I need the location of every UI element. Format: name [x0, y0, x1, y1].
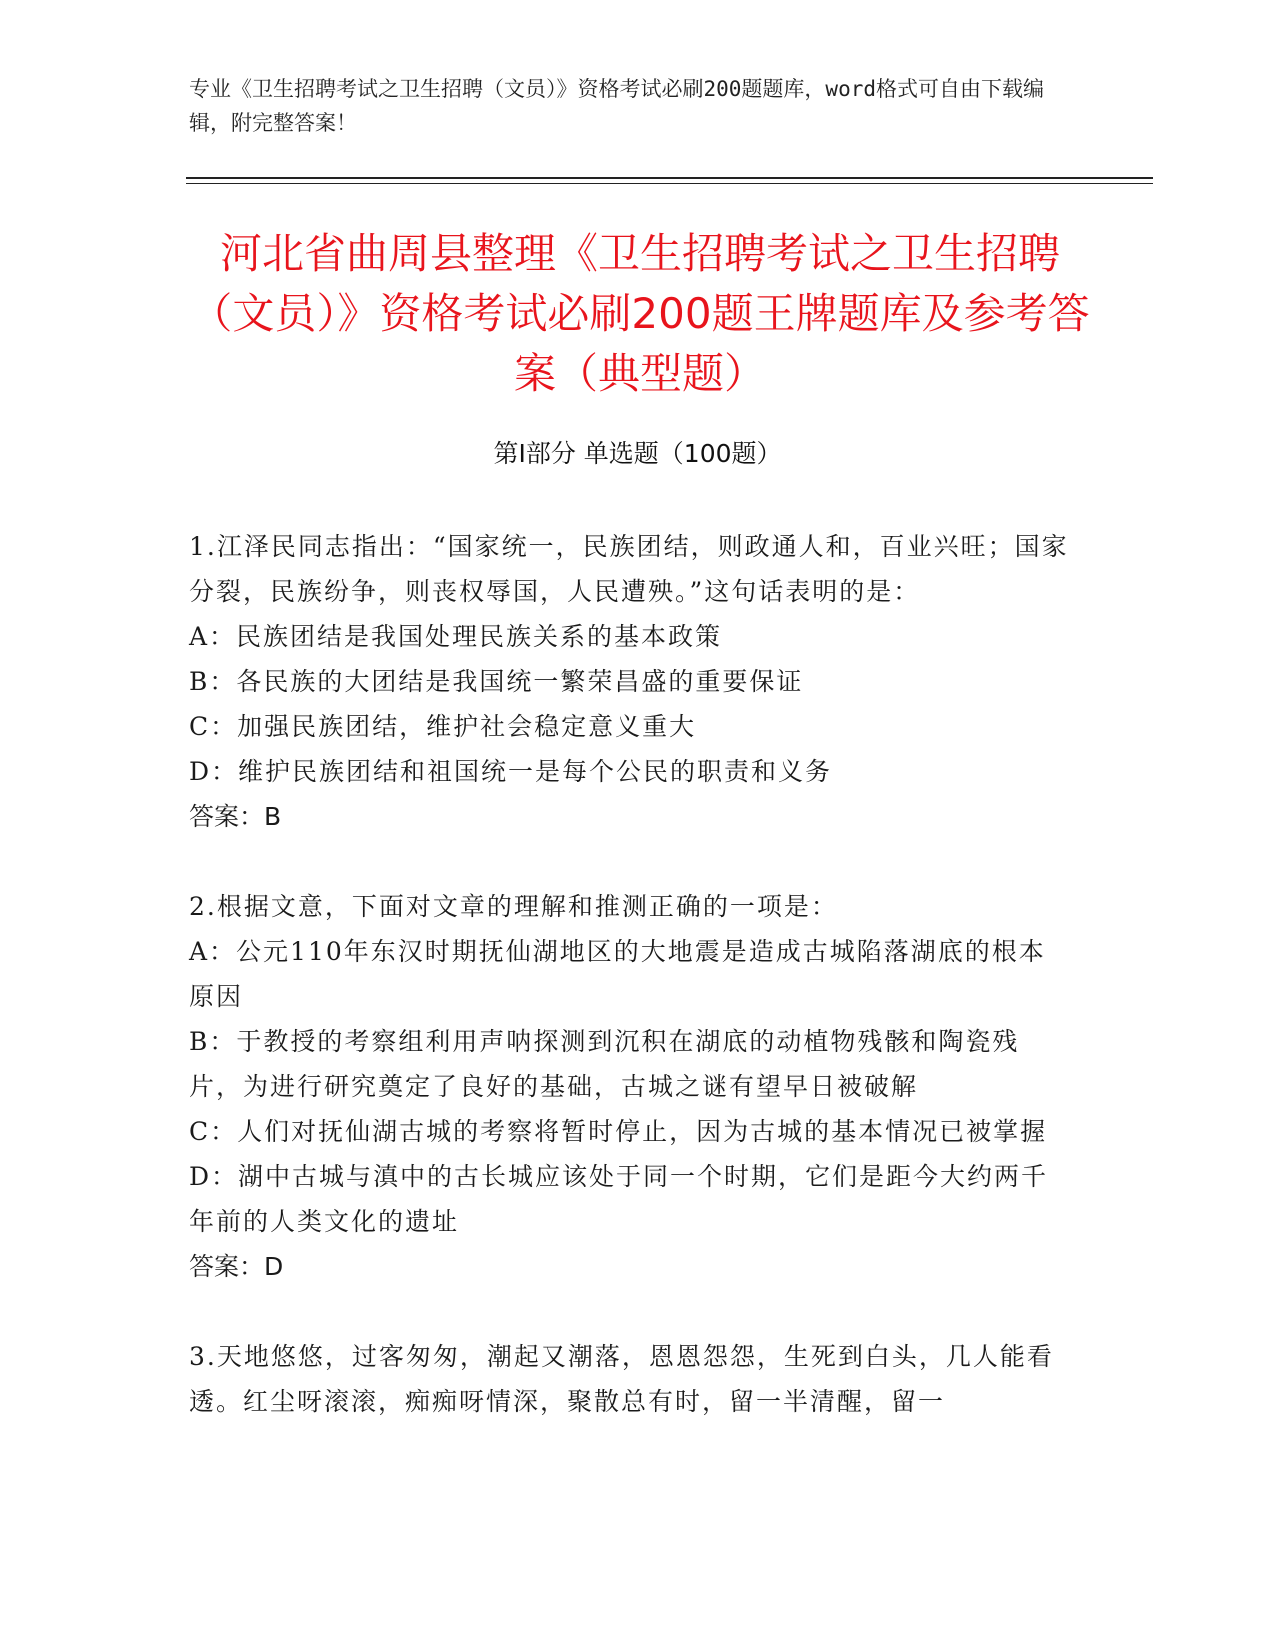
document-title: 河北省曲周县整理《卫生招聘考试之卫生招聘（文员）》资格考试必刷200题王牌题库及参考答案（典型题）	[190, 229, 1090, 398]
question-stem: 1.江泽民同志指出：“国家统一，民族团结，则政通人和，百业兴旺；国家分裂，民族纷争，则丧权辱国，人民遭殃。”这句话表明的是：	[189, 532, 1069, 606]
answer: 答案：D	[189, 1252, 284, 1281]
header-rule-thick	[186, 177, 1153, 179]
header-note: 专业《卫生招聘考试之卫生招聘（文员）》资格考试必刷200题题库，word格式可自由下载编辑，附完整答案！	[189, 77, 1044, 135]
option-c: C：人们对抚仙湖古城的考察将暂时停止，因为古城的基本情况已被掌握	[189, 1117, 1048, 1146]
option-b: B：于教授的考察组利用声呐探测到沉积在湖底的动植物残骸和陶瓷残片，为进行研究奠定了良好的基础，古城之谜有望早日被破解	[189, 1027, 1020, 1101]
question-stem: 2.根据文意，下面对文章的理解和推测正确的一项是：	[189, 892, 838, 921]
header-rule-thin	[186, 183, 1153, 184]
question-stem: 3.天地悠悠，过客匆匆，潮起又潮落，恩恩怨怨，生死到白头，几人能看透。红尘呀滚滚，痴痴呀情深，聚散总有时，留一半清醒，留一	[189, 1342, 1054, 1416]
option-a: A：民族团结是我国处理民族关系的基本政策	[189, 622, 723, 651]
answer: 答案：B	[189, 802, 282, 831]
question-2	[189, 884, 1069, 1289]
section-heading: 第I部分 单选题（100题）	[493, 439, 782, 468]
option-b: B：各民族的大团结是我国统一繁荣昌盛的重要保证	[189, 667, 804, 696]
option-d: D：维护民族团结和祖国统一是每个公民的职责和义务	[189, 757, 833, 786]
question-list	[189, 524, 1069, 1469]
option-d: D：湖中古城与滇中的古长城应该处于同一个时期，它们是距今大约两千年前的人类文化的遗址	[189, 1162, 1049, 1236]
option-c: C：加强民族团结，维护社会稳定意义重大	[189, 712, 697, 741]
option-a: A：公元110年东汉时期抚仙湖地区的大地震是造成古城陷落湖底的根本原因	[189, 937, 1046, 1011]
question-3	[189, 1334, 1069, 1424]
question-1	[189, 524, 1069, 839]
